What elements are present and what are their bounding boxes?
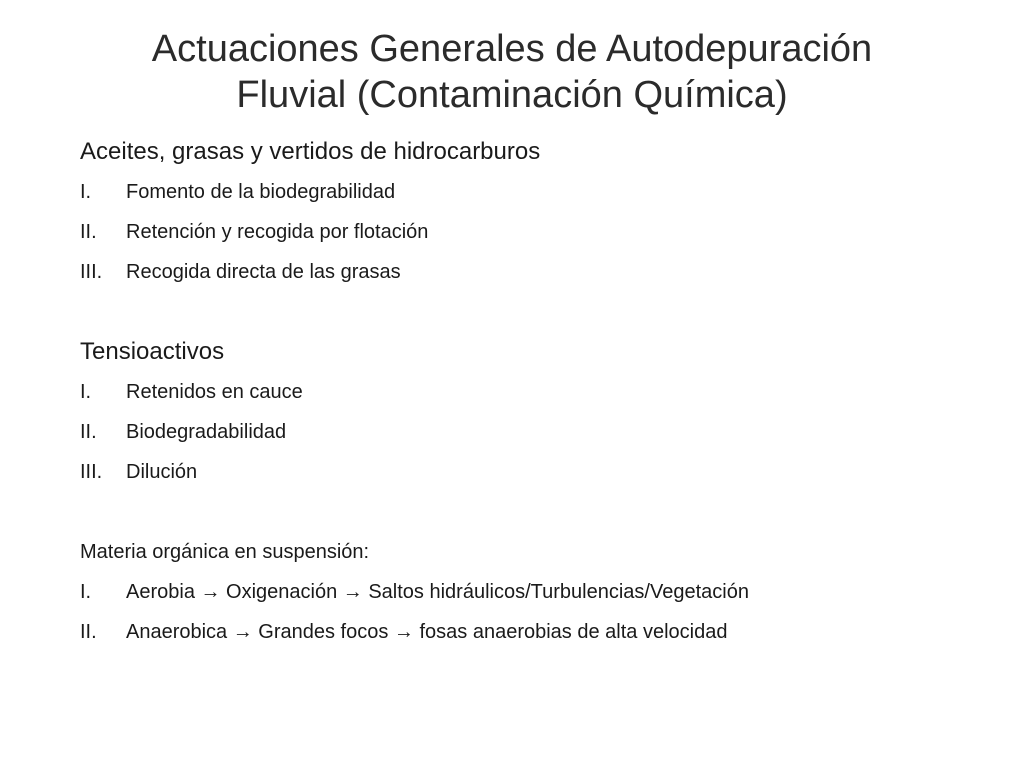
list-item xyxy=(80,212,980,252)
list-item xyxy=(80,172,980,212)
list-item-text: Aerobia → Oxigenación → Saltos hidráulicos/Turbulencias/Vegetación xyxy=(126,581,749,603)
slide-title-line-2: Fluvial (Contaminación Química) xyxy=(236,74,788,116)
list-item-number: III. xyxy=(80,261,103,283)
list-item xyxy=(80,452,980,492)
section-heading-aceites: Aceites, grasas y vertidos de hidrocarburos xyxy=(80,138,541,165)
section-heading-tensioactivos: Tensioactivos xyxy=(80,338,225,365)
list-item-number: II. xyxy=(80,621,97,643)
list-item-text: Recogida directa de las grasas xyxy=(126,261,401,283)
list-item xyxy=(80,572,980,612)
list-item-text: Biodegradabilidad xyxy=(126,421,287,443)
list-item xyxy=(80,252,980,292)
section-spacer xyxy=(80,292,980,332)
list-item-text: Fomento de la biodegrabilidad xyxy=(126,181,396,203)
section-spacer xyxy=(80,492,980,532)
slide-title xyxy=(60,26,964,118)
list-item-number: II. xyxy=(80,221,97,243)
list-item-number: II. xyxy=(80,421,97,443)
list-item-number: I. xyxy=(80,581,92,603)
list-item-text: Anaerobica → Grandes focos → fosas anaerobias de alta velocidad xyxy=(126,621,728,643)
list-item-text: Retención y recogida por flotación xyxy=(126,221,429,243)
list-item xyxy=(80,412,980,452)
list-item-number: I. xyxy=(80,181,92,203)
list-item-number: III. xyxy=(80,461,103,483)
slide-content xyxy=(80,132,980,652)
list-item xyxy=(80,612,980,652)
list-item-text: Retenidos en cauce xyxy=(126,381,303,403)
list-item-text: Dilución xyxy=(126,461,198,483)
list-item xyxy=(80,372,980,412)
section-heading-materia-organica: Materia orgánica en suspensión: xyxy=(80,541,370,563)
list-item-number: I. xyxy=(80,381,92,403)
slide-title-line-1: Actuaciones Generales de Autodepuración xyxy=(151,28,873,70)
